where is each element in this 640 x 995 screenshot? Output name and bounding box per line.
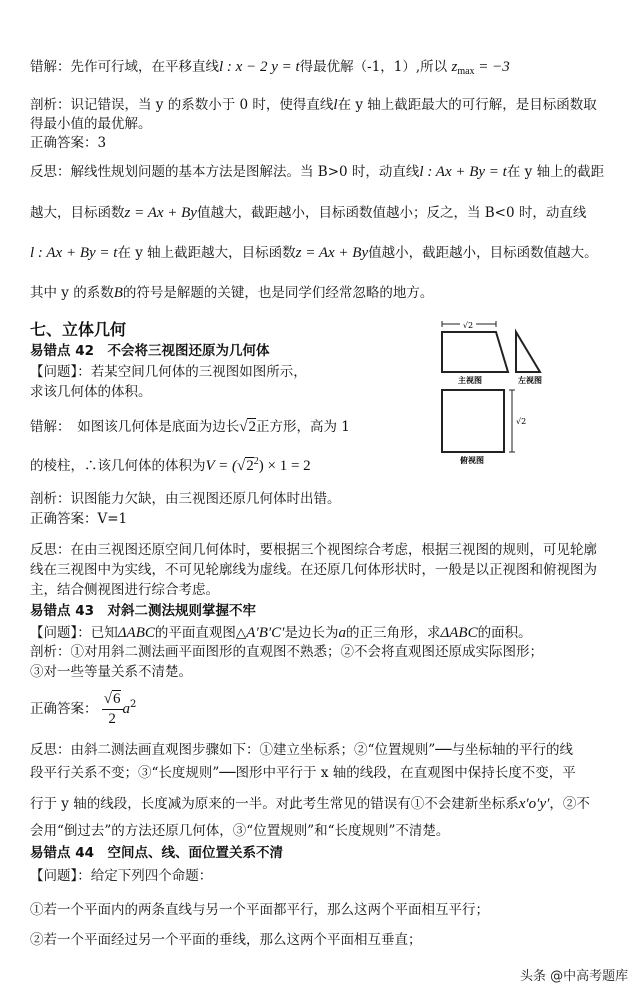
- reflection-43-line-2: 段平行关系不变；③“长度规则”──图形中平行于 x 轴的线段，在直观图中保持长度不变，平: [30, 765, 576, 781]
- reflection-line-3: [30, 244, 598, 263]
- reflection-42-line-2: 线在三视图中为实线，不可见轮廓线为虚线。在还原几何体形状时，一般是以正视图和俯视图为: [30, 562, 597, 578]
- math-eq: l : Ax + By = t: [419, 164, 507, 180]
- math-triangle: ΔABC: [117, 625, 155, 641]
- wrong-solution-42-line-2: [30, 456, 311, 476]
- math-B: B: [113, 285, 123, 301]
- text: 的符号是解题的关键，也是同学们经常忽略的地方。: [122, 285, 434, 301]
- text: 是边长为: [284, 625, 339, 641]
- top-view-label: 俯视图: [460, 456, 484, 465]
- text: 得最优解（-1，1）,所以: [299, 59, 448, 75]
- text: 【问题】：已知: [30, 625, 118, 641]
- reflection-43-line-1: 反思：由斜二测法画直观图步骤如下：①建立坐标系；②“位置规则”──与坐标轴的平行的线: [30, 742, 574, 758]
- question-43: [30, 624, 532, 643]
- question-44: 【问题】：给定下列四个命题：: [30, 868, 213, 884]
- proposition-2: ②若一个平面经过另一个平面的垂线，那么这两个平面相互垂直；: [30, 932, 422, 948]
- watermark: 头条 @中高考题库: [520, 969, 629, 984]
- analysis-42: 剖析：识图能力欠缺，由三视图还原几何体时出错。: [30, 491, 341, 507]
- reflection-43-line-4: 会用“倒过去”的方法还原几何体，③“位置规则”和“长度规则”不清楚。: [30, 823, 450, 839]
- top-view-shape: [442, 390, 504, 452]
- dim-label-right: √2: [516, 417, 527, 426]
- wrong-solution-line: [30, 58, 510, 79]
- sqrt-2: √2: [239, 419, 256, 435]
- correct-answer: 正确答案：3: [30, 135, 107, 151]
- side-view-label: 左视图: [518, 376, 542, 385]
- exponent: 2: [130, 698, 137, 710]
- text: 的棱柱，∴该几何体的体积为: [30, 458, 206, 474]
- math-triangle: ΔABC: [440, 625, 478, 641]
- reflection-line-2: [30, 204, 586, 223]
- analysis-43-line-2: ③对一些等量关系不清楚。: [30, 664, 192, 680]
- question-line-1: 【问题】：若某空间几何体的三视图如图所示，: [30, 364, 307, 380]
- text: 剖析：识记错误，当 y 的系数小于 0 时，使得直线: [30, 97, 334, 113]
- text: 值越大，截距越小，目标函数值越小；反之，当 B<0 时，动直线: [196, 205, 587, 221]
- answer-fraction: $\frac{√6}{2}$: [103, 691, 121, 727]
- reflection-43-line-3: [30, 795, 590, 814]
- error-point-42-title: 易错点 42 不会将三视图还原为几何体: [30, 343, 270, 359]
- correct-answer-42: 正确答案：V=1: [30, 511, 128, 527]
- text: 正确答案：: [30, 700, 98, 717]
- math-coord-system: x′o′y′: [518, 796, 550, 812]
- analysis-line-1: [30, 96, 597, 115]
- text: 越大，目标函数: [30, 205, 125, 221]
- analysis-43-line-1: 剖析：①对用斜二测法画平面图形的直观图不熟悉；②不会将直观图还原成实际图形；: [30, 644, 543, 660]
- dim-label-top: √2: [462, 321, 474, 330]
- text: 错解： 如图该几何体是底面为边长: [30, 419, 240, 435]
- math-a: a: [338, 625, 346, 641]
- math-l: l: [333, 97, 338, 113]
- volume-formula: $V = (√2^2) \times 1 = 2$: [205, 456, 311, 474]
- correct-answer-43: [30, 690, 136, 729]
- front-view-label: 主视图: [458, 376, 482, 385]
- text: 的面积。: [477, 625, 532, 641]
- text: 的平面直观图△: [154, 625, 247, 641]
- reflection-line-1: [30, 163, 604, 182]
- text: 值越小，截距越小，目标函数值越大。: [368, 245, 598, 261]
- reflection-42-line-3: 主，结合侧视图进行综合考虑。: [30, 582, 219, 598]
- reflection-42-line-1: 反思：在由三视图还原空间几何体时，要根据三个视图综合考虑，根据三视图的规则，可见轮廓: [30, 542, 597, 558]
- reflection-line-4: [30, 284, 433, 303]
- side-view-shape: [516, 332, 540, 372]
- math-eq: z = Ax + By: [295, 245, 369, 261]
- text: 在 y 轴上截距越大，目标函数: [117, 245, 296, 261]
- text: 正方形，高为 1: [255, 419, 350, 435]
- math-zmax: $z_{max} = -3$: [451, 59, 510, 77]
- text: 行于 y 轴的线段，长度减为原来的一半。对此考生常见的错误有①不会建新坐标系: [30, 796, 519, 812]
- wrong-solution-42-line-1: [30, 418, 350, 437]
- text: 的正三角形，求: [345, 625, 441, 641]
- text: 在 y 轴上截距最大的可行解，是目标函数取: [337, 97, 597, 113]
- question-line-2: 求该几何体的体积。: [30, 384, 152, 400]
- math-line-l: l : x − 2 y = t: [219, 59, 300, 75]
- text: 其中 y 的系数: [30, 285, 114, 301]
- error-point-44-title: 易错点 44 空间点、线、面位置关系不清: [30, 845, 283, 861]
- error-point-43-title: 易错点 43 对斜二测法规则掌握不牢: [30, 603, 256, 619]
- proposition-1: ①若一个平面内的两条直线与另一个平面都平行，那么这两个平面相互平行；: [30, 902, 489, 918]
- text: ，②不: [549, 796, 590, 812]
- math-triangle-prime: A′B′C′: [246, 625, 285, 641]
- three-view-figure: [438, 320, 542, 465]
- math-eq: z = Ax + By: [124, 205, 197, 221]
- text: 在 y 轴上的截距: [506, 164, 605, 180]
- section-heading: 七、立体几何: [30, 320, 127, 339]
- text: 反思：解线性规划问题的基本方法是图解法。当 B>0 时，动直线: [30, 164, 420, 180]
- front-view-shape: [442, 332, 508, 372]
- text: 错解：先作可行域，在平移直线: [30, 59, 219, 75]
- math-a: a: [122, 700, 131, 717]
- math-eq: l : Ax + By = t: [30, 245, 118, 261]
- analysis-line-2: 得最小值的最优解。: [30, 116, 152, 132]
